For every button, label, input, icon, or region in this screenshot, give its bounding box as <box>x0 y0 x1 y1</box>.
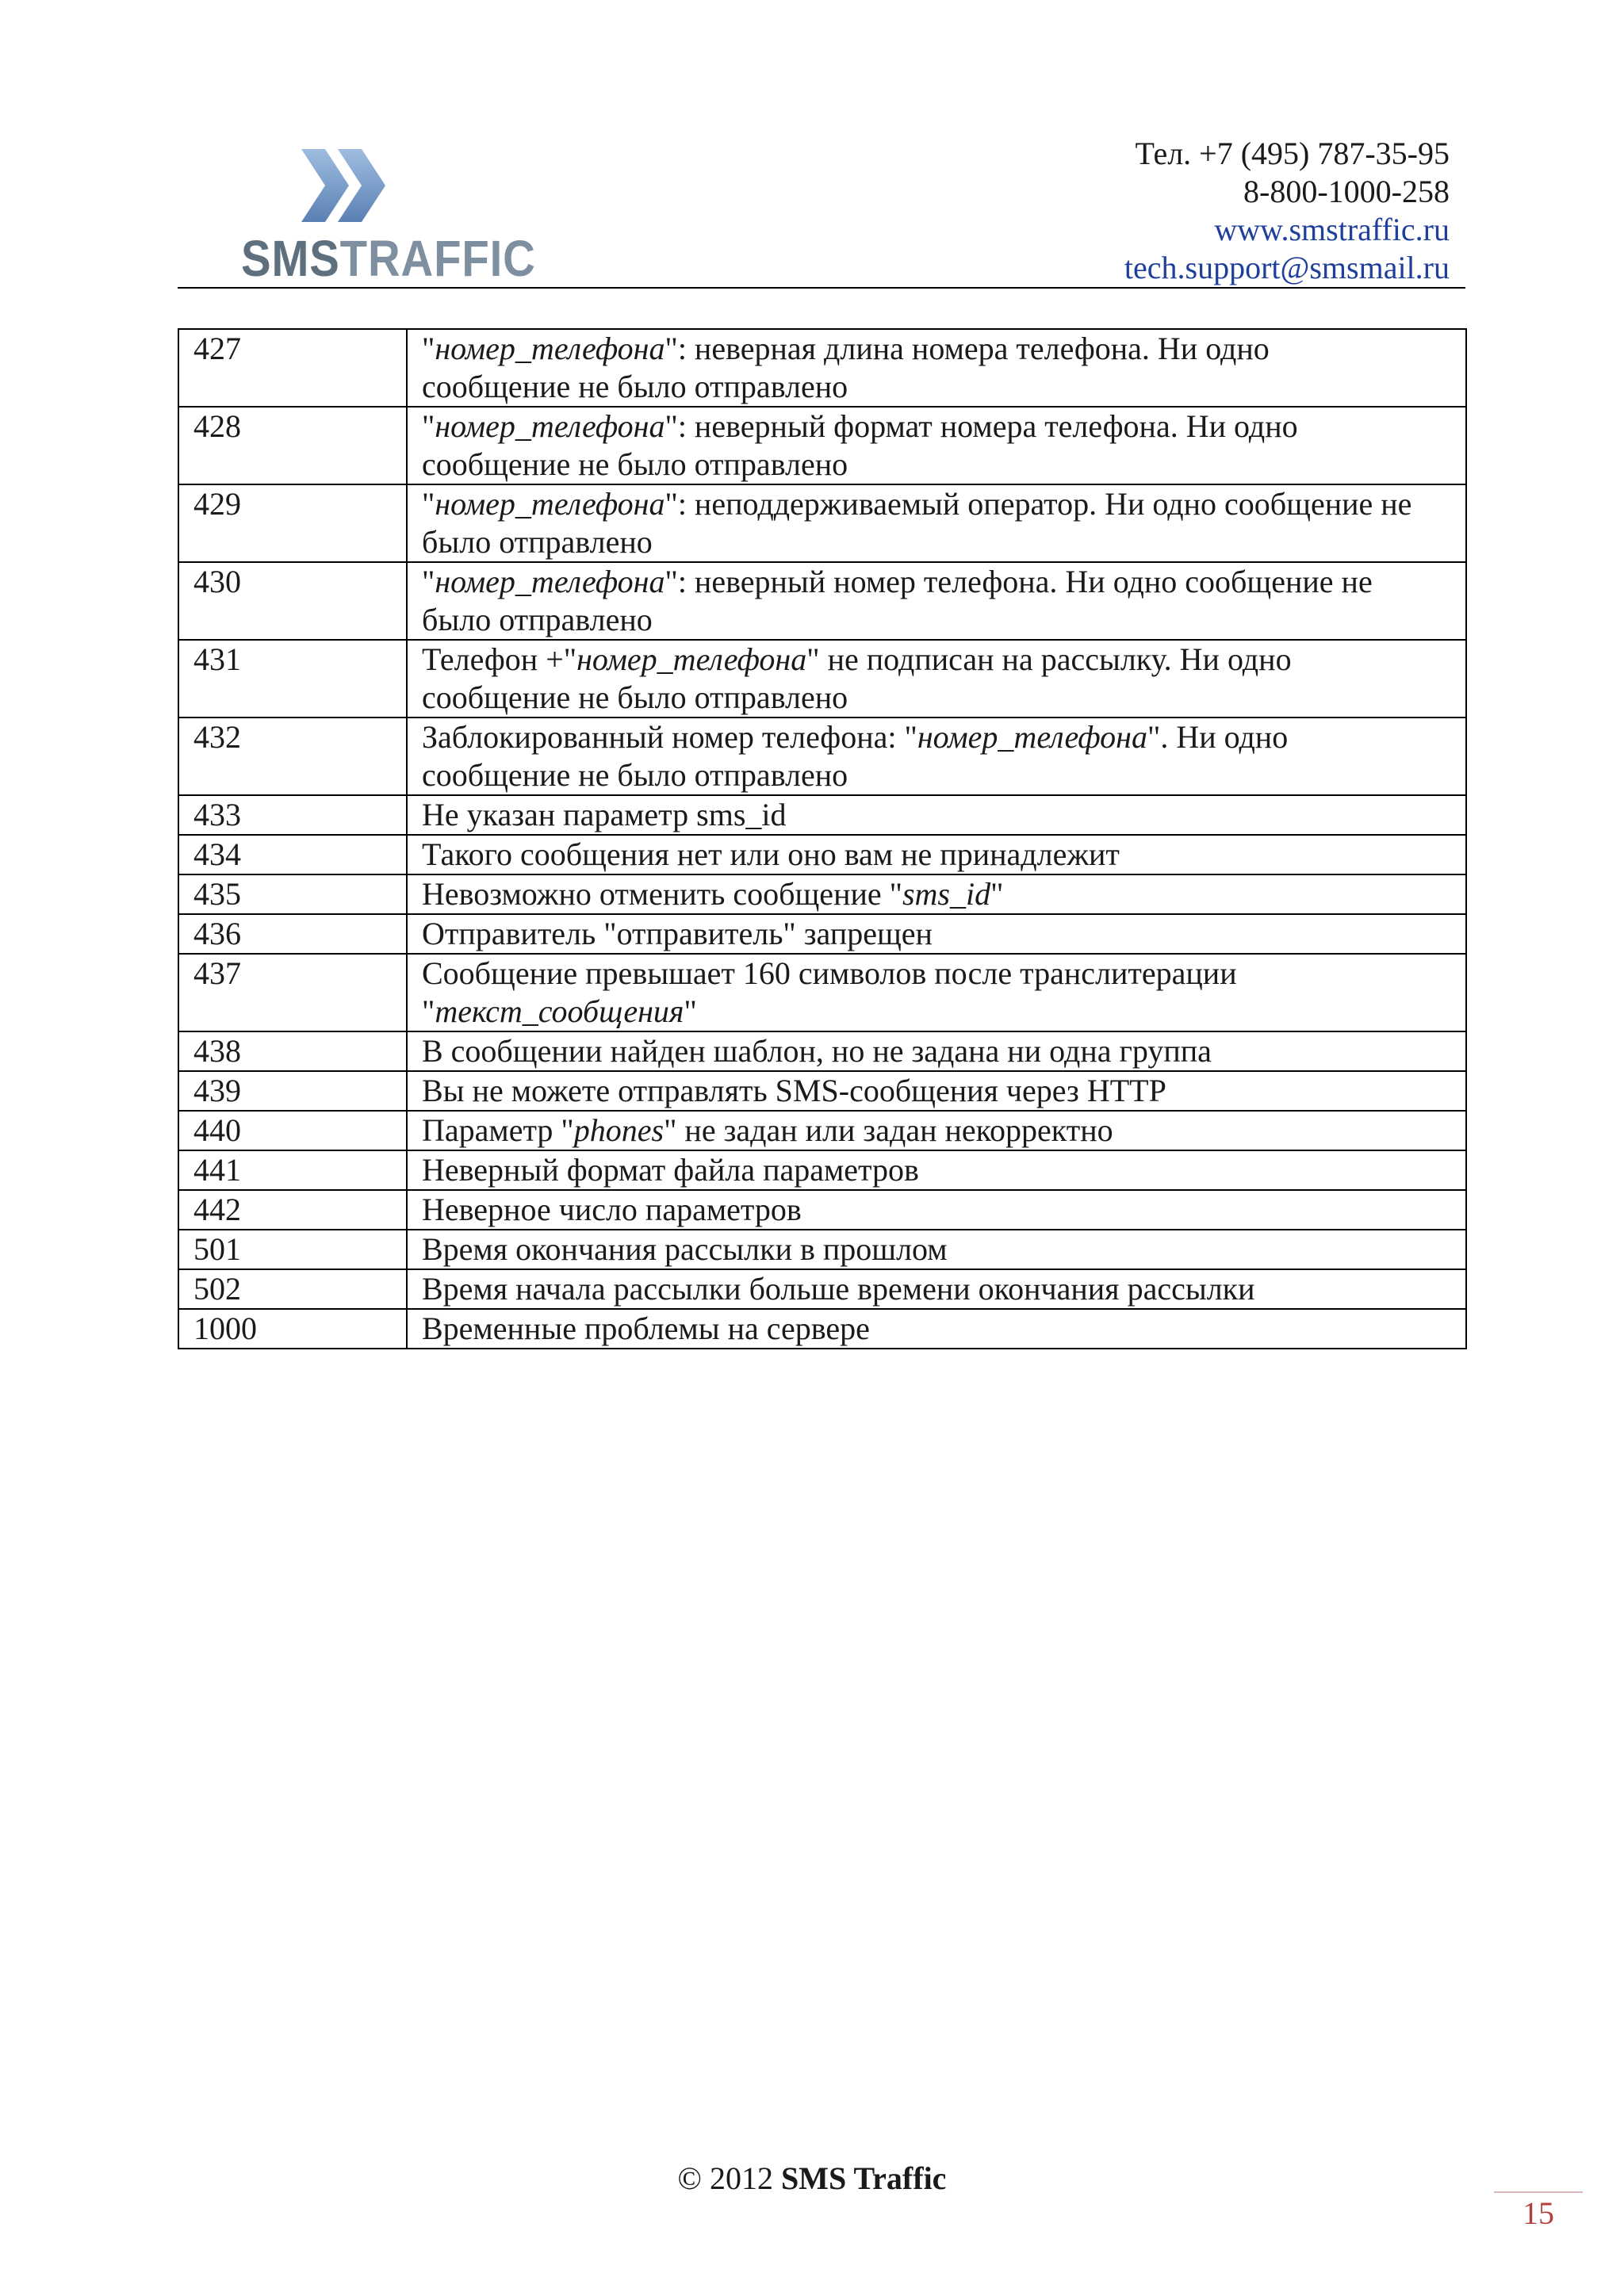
description-text: Вы не можете отправлять SMS-сообщения через HTTP <box>422 1073 1166 1108</box>
error-description-cell <box>407 914 1466 954</box>
description-text: Невозможно отменить сообщение " <box>422 876 902 912</box>
error-description-cell <box>407 874 1466 914</box>
description-text: Неверный формат файла параметров <box>422 1152 919 1188</box>
error-description-cell <box>407 1071 1466 1111</box>
description-text: Параметр " <box>422 1112 574 1148</box>
description-text: Заблокированный номер телефона: " <box>422 719 917 755</box>
table-row <box>178 914 1466 954</box>
description-text: " <box>422 331 435 366</box>
error-code-cell: 432 <box>178 718 407 795</box>
error-description-cell <box>407 1190 1466 1230</box>
description-text: сообщение не было отправлено <box>422 369 848 404</box>
description-text: было отправлено <box>422 602 653 637</box>
description-text: сообщение не было отправлено <box>422 679 848 715</box>
error-code-cell: 437 <box>178 954 407 1031</box>
table-row <box>178 1150 1466 1190</box>
error-code-cell: 429 <box>178 484 407 562</box>
description-text: Время окончания рассылки в прошлом <box>422 1231 948 1267</box>
error-code-cell: 439 <box>178 1071 407 1111</box>
table-row <box>178 1309 1466 1349</box>
table-row <box>178 329 1466 407</box>
table-row <box>178 795 1466 835</box>
page-number: 15 <box>1522 2195 1554 2231</box>
placeholder-text: номер_телефона <box>576 641 807 677</box>
error-code-cell: 1000 <box>178 1309 407 1349</box>
table-row <box>178 874 1466 914</box>
placeholder-text: номер_телефона <box>435 486 665 522</box>
website-link[interactable]: www.smstraffic.ru <box>1214 212 1450 247</box>
error-code-cell: 501 <box>178 1230 407 1269</box>
table-row <box>178 407 1466 484</box>
error-description-cell <box>407 640 1466 718</box>
table-row <box>178 1230 1466 1269</box>
error-code-cell: 434 <box>178 835 407 874</box>
placeholder-text: номер_телефона <box>435 331 665 366</box>
table-row <box>178 1071 1466 1111</box>
description-text: " <box>422 486 435 522</box>
description-text: Временные проблемы на сервере <box>422 1311 870 1346</box>
error-code-cell: 442 <box>178 1190 407 1230</box>
email-link[interactable]: tech.support@smsmail.ru <box>1124 250 1450 285</box>
error-code-cell: 502 <box>178 1269 407 1309</box>
description-text: ". Ни одно <box>1147 719 1289 755</box>
description-text: сообщение не было отправлено <box>422 757 848 793</box>
logo-wordmark: SMSTRAFFIC <box>241 230 536 287</box>
description-text: " <box>422 993 435 1029</box>
placeholder-text: номер_телефона <box>917 719 1147 755</box>
table-row <box>178 1031 1466 1071</box>
description-text: Телефон +" <box>422 641 577 677</box>
error-description-cell <box>407 795 1466 835</box>
error-description-cell <box>407 1111 1466 1150</box>
description-text: сообщение не было отправлено <box>422 446 848 482</box>
page-header <box>178 127 1465 289</box>
description-text: Неверное число параметров <box>422 1192 802 1227</box>
double-chevron-logo-icon <box>298 146 393 225</box>
table-row <box>178 562 1466 640</box>
error-description-cell <box>407 562 1466 640</box>
error-description-cell <box>407 407 1466 484</box>
error-codes-body <box>178 329 1466 1349</box>
phone-text: Тел. +7 (495) 787-35-95 <box>1135 136 1450 171</box>
error-code-cell: 428 <box>178 407 407 484</box>
page-number-rule <box>1494 2191 1583 2193</box>
copyright-text: © 2012 <box>677 2160 773 2196</box>
error-description-cell <box>407 718 1466 795</box>
description-text: " <box>990 876 1004 912</box>
error-description-cell <box>407 1230 1466 1269</box>
contact-block <box>1124 135 1450 287</box>
description-text: " <box>422 408 435 444</box>
header-divider <box>178 287 1465 289</box>
company-name: SMS Traffic <box>780 2160 947 2196</box>
description-text: Время начала рассылки больше времени окончания рассылки <box>422 1271 1255 1307</box>
smstraffic-logo <box>209 146 536 287</box>
description-text: " не задан или задан некорректно <box>664 1112 1113 1148</box>
error-code-cell: 441 <box>178 1150 407 1190</box>
error-description-cell <box>407 1031 1466 1071</box>
table-row <box>178 640 1466 718</box>
page-footer <box>0 2160 1624 2198</box>
error-code-cell: 440 <box>178 1111 407 1150</box>
error-code-cell: 438 <box>178 1031 407 1071</box>
error-code-cell: 436 <box>178 914 407 954</box>
description-text: Сообщение превышает 160 символов после транслитерации <box>422 955 1237 991</box>
description-text: " <box>422 564 435 599</box>
error-description-cell <box>407 1150 1466 1190</box>
table-row <box>178 484 1466 562</box>
error-description-cell <box>407 329 1466 407</box>
table-row <box>178 1269 1466 1309</box>
error-description-cell <box>407 1269 1466 1309</box>
error-codes-table <box>178 328 1467 1349</box>
placeholder-text: sms_id <box>902 876 991 912</box>
description-text: Такого сообщения нет или оно вам не принадлежит <box>422 836 1120 872</box>
placeholder-text: номер_телефона <box>435 408 665 444</box>
error-code-cell: 435 <box>178 874 407 914</box>
description-text: В сообщении найден шаблон, но не задана ни одна группа <box>422 1033 1212 1069</box>
description-text: " не подписан на рассылку. Ни одно <box>806 641 1292 677</box>
description-text: ": неподдерживаемый оператор. Ни одно сообщение не <box>665 486 1412 522</box>
description-text: Не указан параметр sms_id <box>422 797 787 832</box>
error-code-cell: 431 <box>178 640 407 718</box>
table-row <box>178 1111 1466 1150</box>
error-code-cell: 427 <box>178 329 407 407</box>
placeholder-text: текст_сообщения <box>435 993 684 1029</box>
description-text: ": неверный формат номера телефона. Ни одно <box>665 408 1298 444</box>
error-description-cell <box>407 1309 1466 1349</box>
table-row <box>178 1190 1466 1230</box>
error-description-cell <box>407 835 1466 874</box>
placeholder-text: номер_телефона <box>435 564 665 599</box>
description-text: " <box>684 993 697 1029</box>
table-row <box>178 835 1466 874</box>
error-description-cell <box>407 484 1466 562</box>
error-description-cell <box>407 954 1466 1031</box>
error-code-cell: 433 <box>178 795 407 835</box>
description-text: Отправитель "отправитель" запрещен <box>422 916 933 951</box>
phone-alt-text: 8-800-1000-258 <box>1243 174 1450 209</box>
description-text: ": неверная длина номера телефона. Ни одно <box>665 331 1270 366</box>
error-code-cell: 430 <box>178 562 407 640</box>
description-text: ": неверный номер телефона. Ни одно сообщение не <box>665 564 1373 599</box>
table-row <box>178 954 1466 1031</box>
placeholder-text: phones <box>573 1112 665 1148</box>
description-text: было отправлено <box>422 524 653 560</box>
table-row <box>178 718 1466 795</box>
